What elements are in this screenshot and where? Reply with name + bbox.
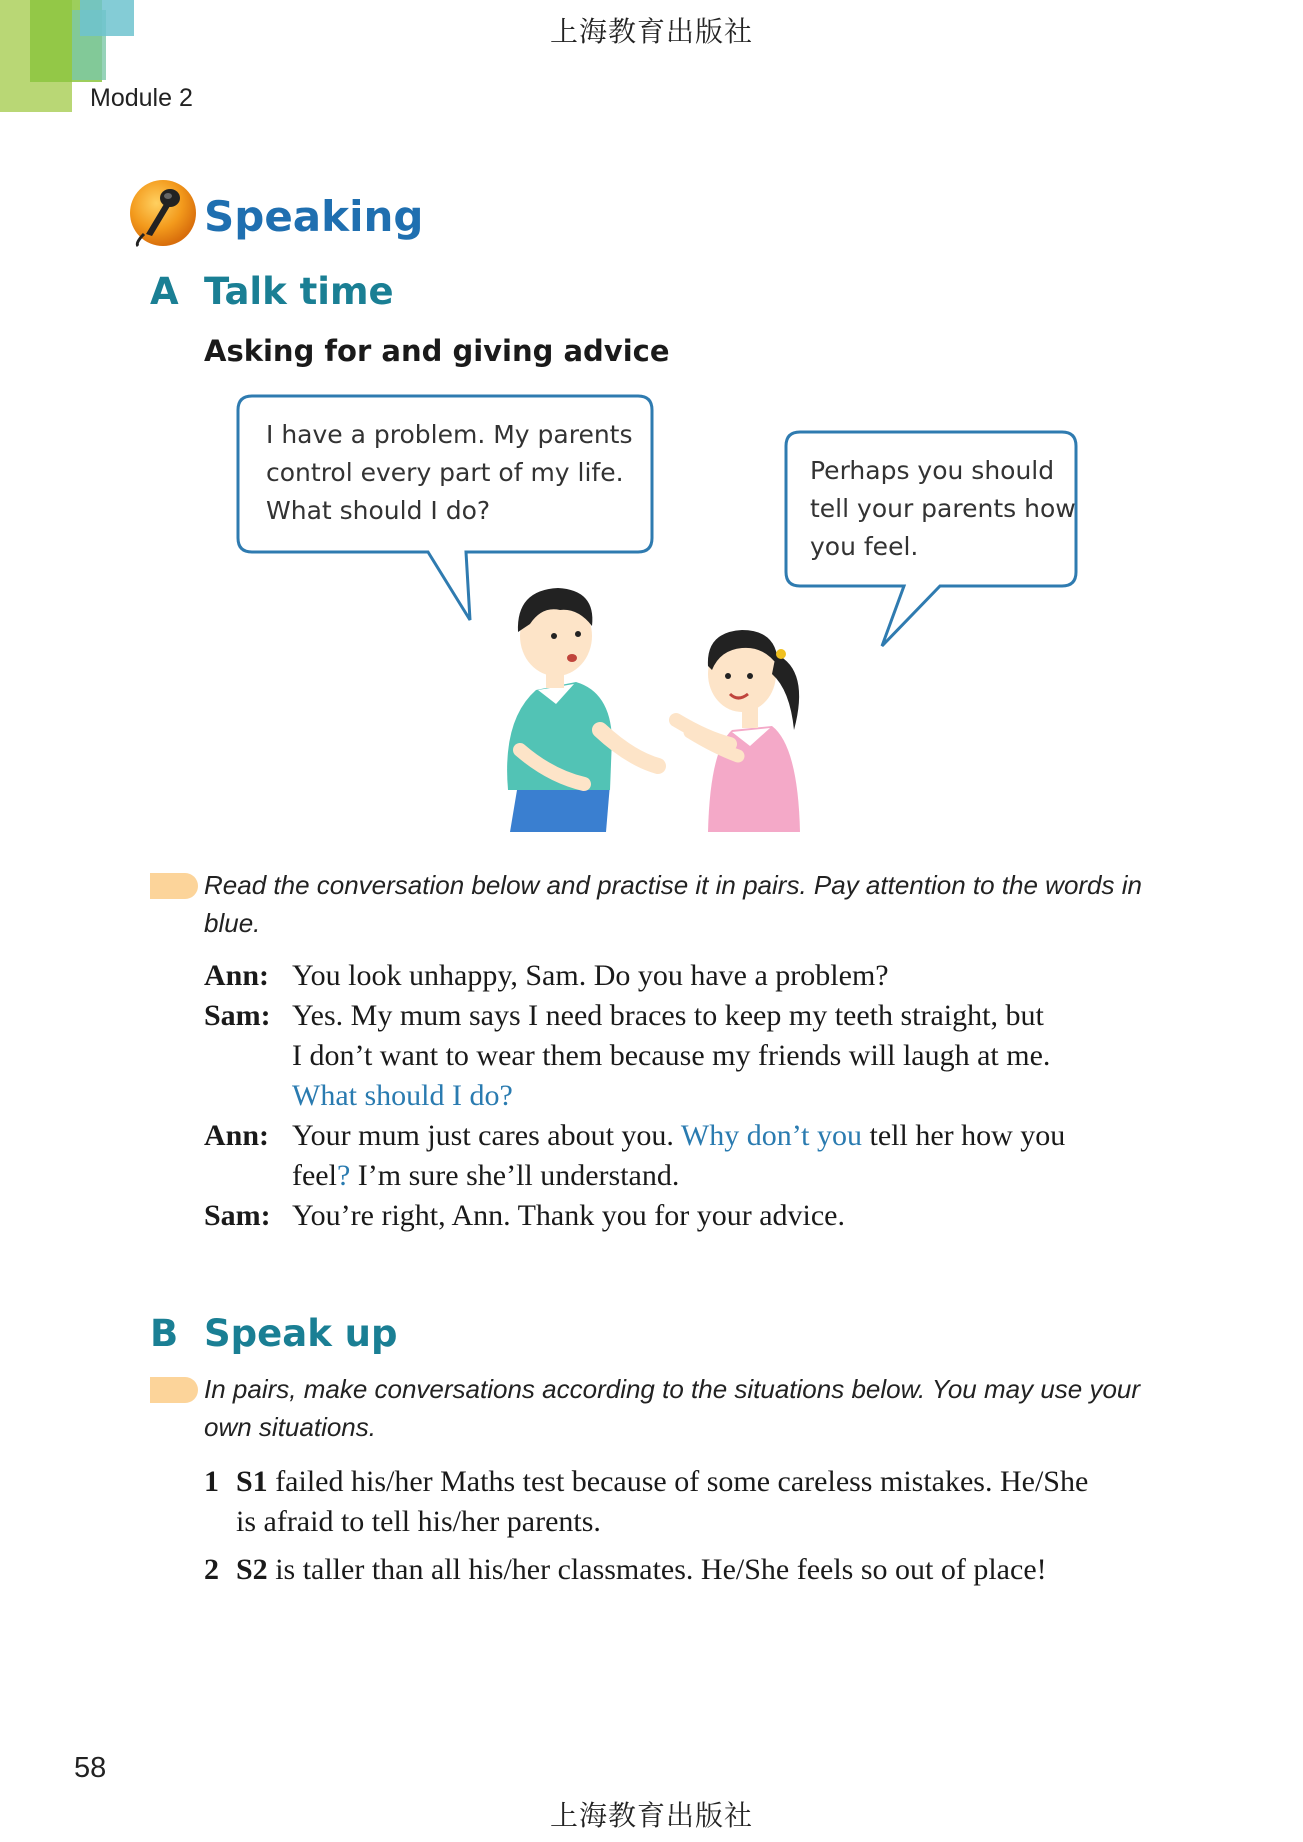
list-item [204, 1550, 1088, 1590]
speaker-label: Ann: [204, 1119, 270, 1152]
right-bubble-line: tell your parents how [810, 494, 1076, 523]
dialogue [204, 956, 1065, 1236]
speaker-label: Sam: [204, 999, 271, 1032]
dialogue-text: You’re right, Ann. Thank you for your advice. [292, 1199, 845, 1232]
instruction-a [204, 866, 1142, 942]
speaker-label: Sam: [204, 1199, 271, 1232]
publisher-footer: 上海教育出版社 [549, 1799, 753, 1832]
girl-figure [676, 630, 800, 832]
part-a-letter: A [150, 270, 179, 313]
situation-text: is taller than all his/her classmates. He/She feels so out of place! [267, 1553, 1047, 1586]
item-number: 1 [204, 1465, 219, 1498]
part-a-title: Talk time [204, 270, 394, 313]
speaker-label: Ann: [204, 959, 270, 992]
item-number: 2 [204, 1553, 219, 1586]
dialogue-text: I’m sure she’ll understand. [350, 1159, 680, 1192]
part-b-title: Speak up [204, 1312, 398, 1355]
dialogue-text: I don’t want to wear them because my friends will laugh at me. [292, 1039, 1051, 1072]
part-b-letter: B [150, 1312, 179, 1355]
dialogue-text: Your mum just cares about you. [292, 1119, 681, 1152]
student-label: S2 [236, 1553, 268, 1586]
dialogue-text: feel [292, 1159, 337, 1192]
page-number: 58 [74, 1752, 107, 1784]
dialogue-line [204, 1036, 1065, 1076]
dialogue-text: Yes. My mum says I need braces to keep my teeth straight, but [292, 999, 1044, 1032]
module-label: Module 2 [90, 84, 193, 112]
left-bubble-line: control every part of my life. [266, 458, 624, 487]
dialogue-line [204, 1116, 1065, 1156]
right-bubble-line: you feel. [810, 532, 919, 561]
dialogue-text: You look unhappy, Sam. Do you have a problem? [292, 959, 889, 992]
dialogue-text: tell her how you [862, 1119, 1066, 1152]
instruction-b [204, 1370, 1140, 1446]
right-bubble-line: Perhaps you should [810, 456, 1055, 485]
list-item [204, 1462, 1088, 1502]
instruction-b-line: own situations. [204, 1412, 376, 1442]
publisher-header: 上海教育出版社 [549, 15, 753, 48]
instruction-marker [150, 1377, 198, 1403]
section-title: Speaking [204, 192, 424, 241]
student-label: S1 [236, 1465, 268, 1498]
situation-text: is afraid to tell his/her parents. [236, 1505, 601, 1538]
dialogue-line [204, 1196, 1065, 1236]
right-bubble-text [810, 452, 1076, 566]
dialogue-line [204, 1156, 1065, 1196]
advice-phrase: What should I do? [292, 1079, 513, 1112]
left-bubble-line: I have a problem. My parents [266, 420, 633, 449]
dialogue-line [204, 1076, 1065, 1116]
students-illustration [480, 570, 880, 840]
dialogue-line [204, 996, 1065, 1036]
dialogue-line [204, 956, 1065, 996]
left-bubble-line: What should I do? [266, 496, 491, 525]
boy-figure [507, 588, 658, 832]
instruction-marker [150, 873, 198, 899]
part-a-subtitle: Asking for and giving advice [204, 334, 670, 368]
situation-text: failed his/her Maths test because of some careless mistakes. He/She [267, 1465, 1089, 1498]
left-bubble-text [266, 416, 633, 530]
instruction-a-line: blue. [204, 908, 261, 938]
advice-phrase: ? [336, 1159, 351, 1192]
situations-list [204, 1462, 1088, 1590]
instruction-b-line: In pairs, make conversations according to the situations below. You may use your [204, 1374, 1141, 1404]
list-item-continued [204, 1502, 1088, 1542]
advice-phrase: Why don’t you [680, 1119, 862, 1152]
instruction-a-line: Read the conversation below and practise it in pairs. Pay attention to the words in [204, 870, 1142, 900]
